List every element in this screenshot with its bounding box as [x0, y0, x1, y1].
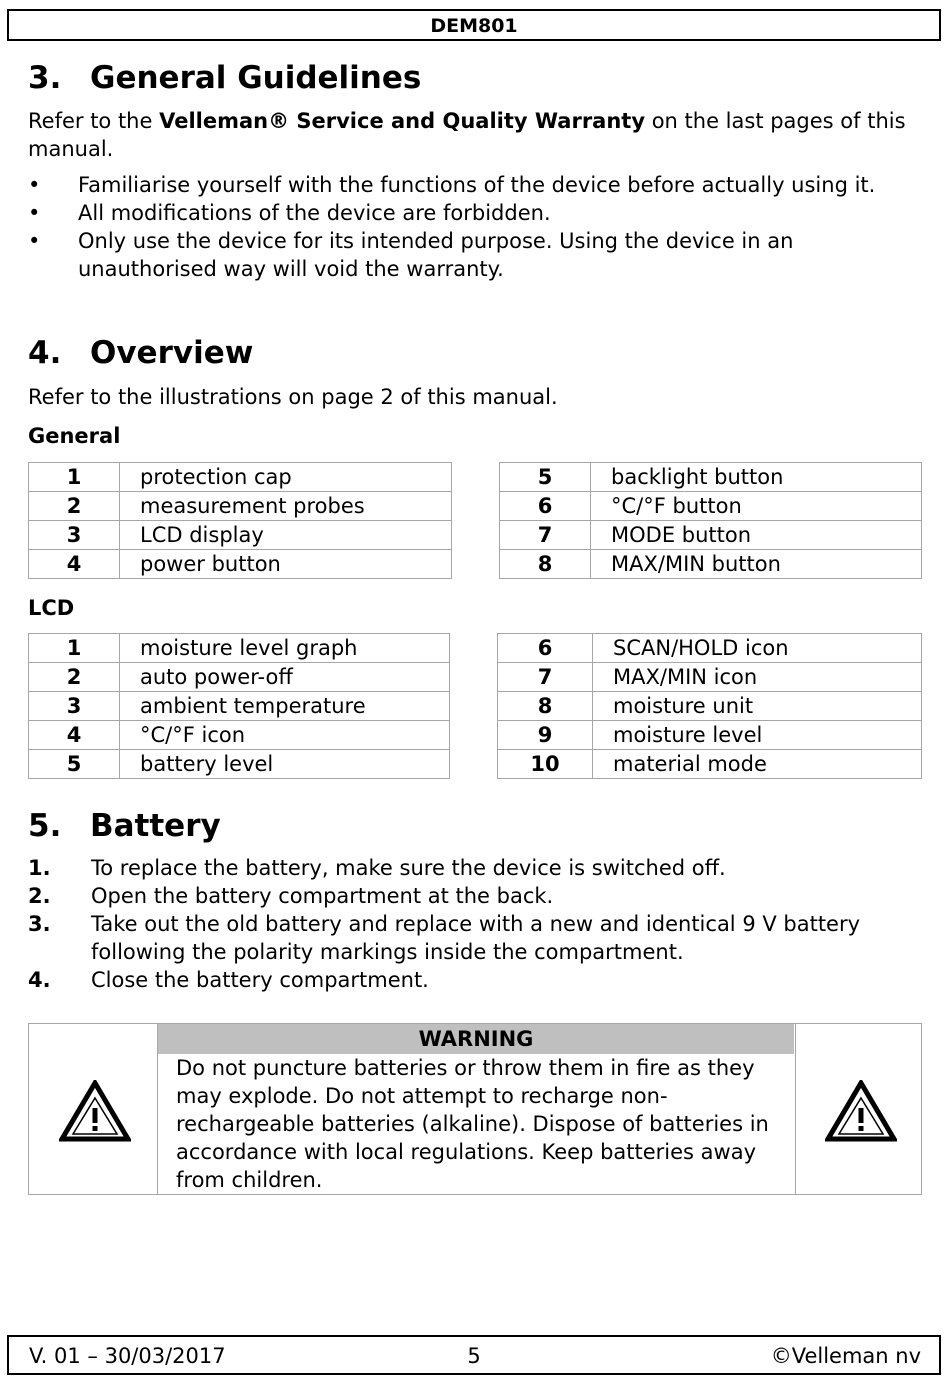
part-label: material mode	[593, 750, 922, 779]
section-5-number: 5.	[28, 808, 62, 844]
section-3-title: General Guidelines	[90, 60, 422, 96]
guideline-text: All modifications of the device are forbidden.	[78, 201, 551, 225]
section-5-title: Battery	[90, 808, 221, 844]
page-number: 5	[467, 1344, 481, 1368]
document-header	[7, 9, 941, 41]
part-number: 4	[29, 550, 120, 579]
general-subheading: General	[28, 424, 121, 448]
table-row	[29, 692, 450, 721]
battery-step	[28, 882, 908, 910]
part-label: °C/°F button	[591, 492, 922, 521]
part-label: °C/°F icon	[120, 721, 450, 750]
part-label: LCD display	[120, 521, 452, 550]
warning-text: Do not puncture batteries or throw them in fire as they may explode. Do not attempt to recharge non-rechargeable batteries (alkaline). Dispose of batteries in accordance with local regulations. Keep batteries away from children.	[176, 1056, 769, 1192]
battery-step	[28, 966, 908, 994]
step-number: 3.	[28, 912, 51, 936]
table-row	[29, 463, 452, 492]
part-label: measurement probes	[120, 492, 452, 521]
part-number: 7	[498, 663, 593, 692]
table-row	[500, 463, 922, 492]
step-text: To replace the battery, make sure the device is switched off.	[91, 856, 726, 880]
part-number: 2	[29, 663, 120, 692]
section-3-heading	[28, 58, 421, 98]
guideline-item	[28, 199, 908, 227]
section-4-number: 4.	[28, 335, 62, 371]
part-label: SCAN/HOLD icon	[593, 634, 922, 663]
table-row	[498, 692, 922, 721]
part-label: MODE button	[591, 521, 922, 550]
guideline-text: Familiarise yourself with the functions of the device before actually using it.	[78, 173, 876, 197]
section-3-intro	[28, 107, 928, 163]
guidelines-list	[28, 171, 908, 283]
part-label: MAX/MIN button	[591, 550, 922, 579]
section-4-intro: Refer to the illustrations on page 2 of this manual.	[28, 385, 558, 409]
section-3-number: 3.	[28, 60, 62, 96]
table-row	[29, 492, 452, 521]
table-row	[29, 750, 450, 779]
model-name: DEM801	[430, 15, 518, 37]
bullet-symbol: •	[28, 229, 41, 253]
general-parts-table-right	[499, 462, 922, 579]
bullet-symbol: •	[28, 201, 41, 225]
general-parts-table-left	[28, 462, 452, 579]
part-number: 10	[498, 750, 593, 779]
part-label: moisture level graph	[120, 634, 450, 663]
section-5-heading	[28, 806, 221, 846]
table-row	[29, 721, 450, 750]
document-footer	[7, 1335, 941, 1375]
part-label: MAX/MIN icon	[593, 663, 922, 692]
part-number: 6	[498, 634, 593, 663]
guideline-text: Only use the device for its intended purpose. Using the device in an unauthorised way will void the warranty.	[78, 229, 794, 281]
part-label: backlight button	[591, 463, 922, 492]
battery-steps-list	[28, 854, 908, 994]
step-text: Close the battery compartment.	[91, 968, 429, 992]
table-row	[29, 634, 450, 663]
part-label: protection cap	[120, 463, 452, 492]
part-label: auto power-off	[120, 663, 450, 692]
part-number: 4	[29, 721, 120, 750]
intro-text-before: Refer to the	[28, 109, 160, 133]
part-label: moisture level	[593, 721, 922, 750]
part-number: 3	[29, 521, 120, 550]
warranty-reference: Velleman® Service and Quality Warranty	[159, 109, 646, 133]
part-number: 5	[29, 750, 120, 779]
part-number: 5	[500, 463, 591, 492]
part-number: 8	[500, 550, 591, 579]
warning-triangle-icon	[825, 1080, 897, 1142]
step-text: Take out the old battery and replace with a new and identical 9 V battery following the polarity markings inside the compartment.	[91, 912, 861, 964]
part-number: 6	[500, 492, 591, 521]
table-row	[500, 550, 922, 579]
table-row	[29, 550, 452, 579]
part-label: moisture unit	[593, 692, 922, 721]
part-number: 1	[29, 634, 120, 663]
part-label: battery level	[120, 750, 450, 779]
step-number: 1.	[28, 856, 51, 880]
table-row	[29, 663, 450, 692]
table-row	[29, 521, 452, 550]
battery-step	[28, 854, 908, 882]
lcd-parts-table-right	[497, 633, 922, 779]
copyright: ©Velleman nv	[770, 1344, 921, 1368]
table-row	[500, 521, 922, 550]
lcd-subheading: LCD	[28, 596, 75, 620]
step-text: Open the battery compartment at the back.	[91, 884, 554, 908]
part-number: 1	[29, 463, 120, 492]
part-label: ambient temperature	[120, 692, 450, 721]
table-row	[498, 750, 922, 779]
part-number: 8	[498, 692, 593, 721]
warning-icon-cell-left	[29, 1024, 158, 1194]
warning-icon-cell-right	[795, 1024, 922, 1194]
warning-box	[28, 1023, 922, 1195]
table-row	[498, 634, 922, 663]
intro-text-after: on the last pages of this manual.	[28, 109, 906, 161]
part-number: 7	[500, 521, 591, 550]
section-4-heading	[28, 333, 253, 373]
part-label: power button	[120, 550, 452, 579]
warning-triangle-icon	[59, 1080, 131, 1142]
section-4-title: Overview	[90, 335, 254, 371]
part-number: 9	[498, 721, 593, 750]
guideline-item	[28, 171, 908, 199]
step-number: 2.	[28, 884, 51, 908]
part-number: 2	[29, 492, 120, 521]
version-date: V. 01 – 30/03/2017	[29, 1344, 226, 1368]
step-number: 4.	[28, 968, 51, 992]
table-row	[500, 492, 922, 521]
warning-title: WARNING	[158, 1024, 794, 1054]
battery-step	[28, 910, 908, 966]
guideline-item	[28, 227, 908, 283]
table-row	[498, 663, 922, 692]
lcd-parts-table-left	[28, 633, 450, 779]
table-row	[498, 721, 922, 750]
part-number: 3	[29, 692, 120, 721]
bullet-symbol: •	[28, 173, 41, 197]
